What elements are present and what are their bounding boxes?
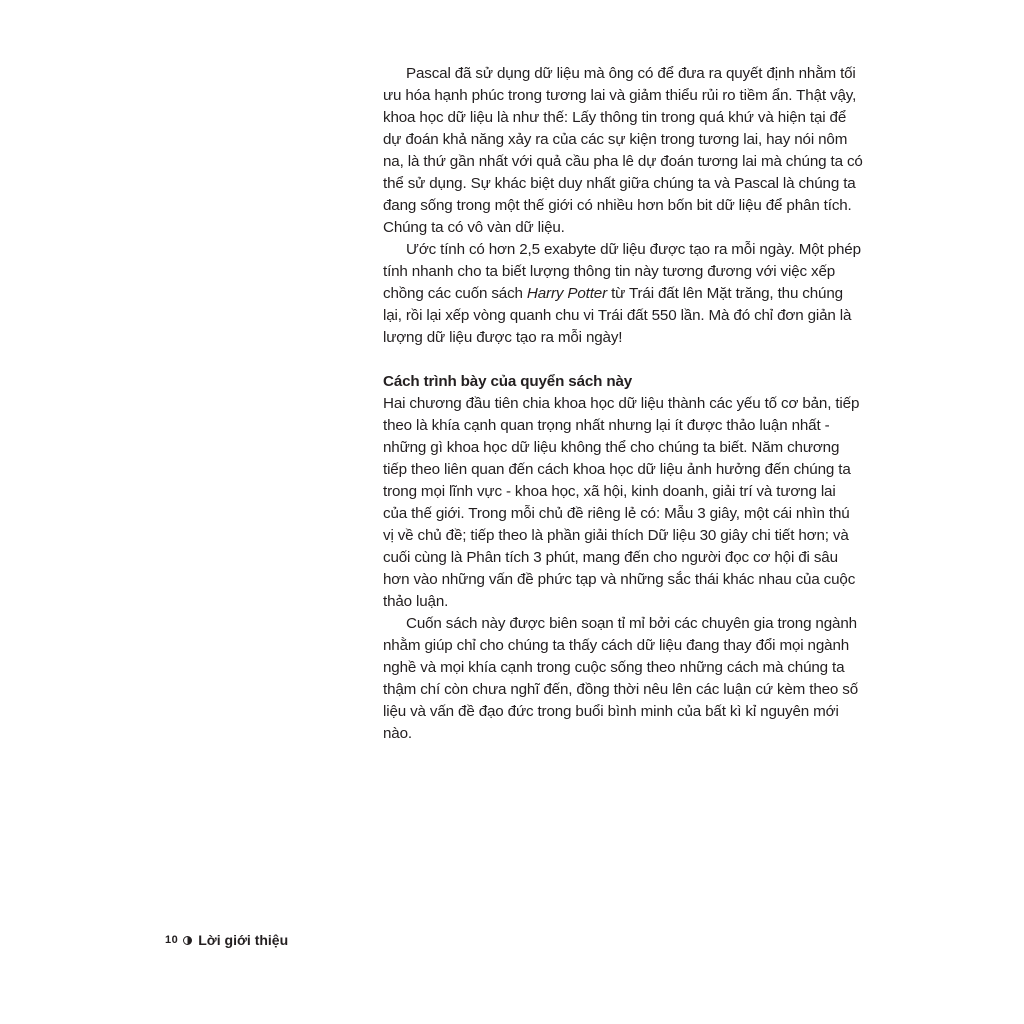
paragraph-3: Hai chương đầu tiên chia khoa học dữ liệu thành các yếu tố cơ bản, tiếp theo là khía cạnh quan trọng nhất nhưng lại ít được thảo luận nhất - những gì khoa học dữ liệu không thể cho chúng ta biết. Năm chương tiếp theo liên quan đến cách khoa học dữ liệu ảnh hưởng đến chúng ta trong mọi lĩnh vực - khoa học, xã hội, kinh doanh, giải trí và tương lai của thế giới. Trong mỗi chủ đề riêng lẻ có: Mẫu 3 giây, một cái nhìn thú vị về chủ đề; tiếp theo là phần giải thích Dữ liệu 30 giây chi tiết hơn; và cuối cùng là Phân tích 3 phút, mang đến cho người đọc cơ hội đi sâu hơn vào những vấn đề phức tạp và những sắc thái khác nhau của cuộc thảo luận. <box>383 395 860 610</box>
section-heading: Cách trình bày của quyển sách này <box>383 373 633 390</box>
paragraph-2-text-end: từ Trái đất lên Mặt trăng, thu chúng lại, rồi lại xếp vòng quanh chu vi Trái đất 550 lần. Mà đó chỉ đơn giản là lượng dữ liệu được tạo ra mỗi ngày! <box>383 285 852 346</box>
page-footer <box>165 930 288 950</box>
page-number: 10 <box>165 934 179 946</box>
book-title-italic: Harry Potter <box>526 285 607 302</box>
paragraph-2 <box>383 239 863 349</box>
paragraph-2-text-start: Ước tính có hơn 2,5 exabyte dữ liệu được tạo ra mỗi ngày. Một phép tính nhanh cho ta biết lượng thông tin này tương đương với việc xếp chồng các cuốn sách <box>383 241 861 302</box>
chapter-title: Lời giới thiệu <box>198 932 289 948</box>
paragraph-4: Cuốn sách này được biên soạn tỉ mỉ bởi các chuyên gia trong ngành nhằm giúp chỉ cho chúng ta thấy cách dữ liệu đang thay đổi mọi ngành nghề và mọi khía cạnh trong cuộc sống theo những cách mà chúng ta thậm chí còn chưa nghĩ đến, đồng thời nêu lên các luận cứ kèm theo số liệu và vấn đề đạo đức trong buổi bình minh của bất kì kỉ nguyên mới nào. <box>383 615 859 742</box>
body-text-column <box>383 63 863 745</box>
half-circle-icon <box>183 936 192 945</box>
paragraph-1: Pascal đã sử dụng dữ liệu mà ông có để đưa ra quyết định nhằm tối ưu hóa hạnh phúc trong tương lai và giảm thiểu rủi ro tiềm ẩn. Thật vậy, khoa học dữ liệu là như thế: Lấy thông tin trong quá khứ và hiện tại để dự đoán khả năng xảy ra của các sự kiện trong tương lai, hay nói nôm na, là thứ gần nhất với quả cầu pha lê dự đoán tương lai mà chúng ta có thể sử dụng. Sự khác biệt duy nhất giữa chúng ta và Pascal là chúng ta đang sống trong một thế giới có nhiều hơn bốn bit dữ liệu để phân tích. Chúng ta có vô vàn dữ liệu. <box>383 65 863 236</box>
